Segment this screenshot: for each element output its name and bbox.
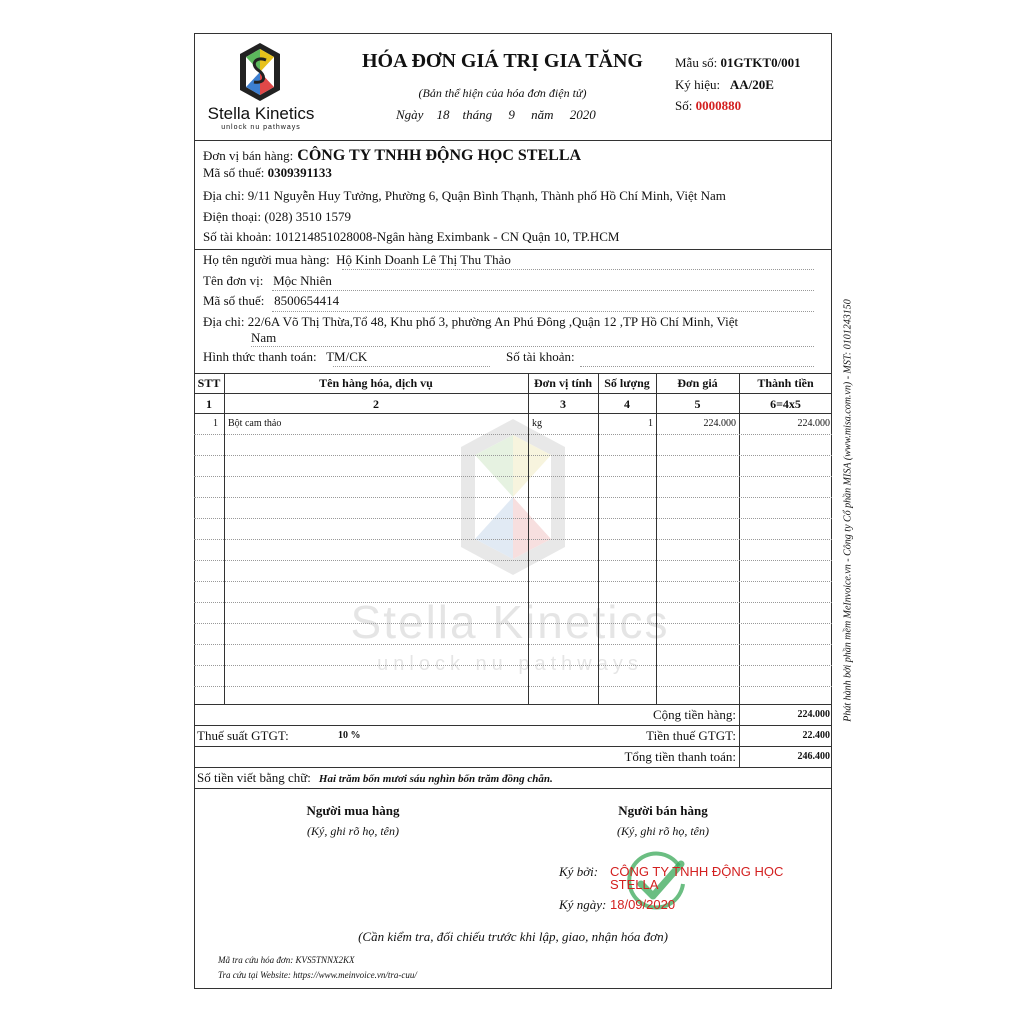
- buyer-tax: 8500654414: [274, 293, 340, 308]
- buyer-address-label: Địa chỉ:: [203, 314, 245, 329]
- watermark-tagline: unlock nu pathways: [377, 653, 643, 675]
- date-year: 2020: [569, 107, 596, 122]
- seller-tax: 0309391133: [267, 165, 332, 180]
- invoice-date: [396, 107, 596, 123]
- total-value: 246.400: [797, 751, 830, 762]
- seller-phone-label: Điện thoại:: [203, 209, 262, 224]
- buyer-account-label: Số tài khoản:: [506, 349, 575, 364]
- row-price: 224.000: [703, 418, 736, 429]
- invoice-number: [675, 98, 741, 114]
- stella-logo-icon: [238, 42, 282, 104]
- number-value: 0000880: [695, 98, 742, 113]
- row-unit: kg: [532, 418, 542, 429]
- buyer-sign-title: Người mua hàng: [306, 803, 400, 818]
- number-label: Số:: [675, 98, 693, 113]
- check-note: (Cần kiểm tra, đối chiếu trước khi lập, giao, nhận hóa đơn): [358, 929, 668, 944]
- dotted-line: [580, 366, 814, 367]
- dotted-line: [342, 269, 814, 270]
- table-number-line: [194, 413, 832, 414]
- words-label: Số tiền viết bằng chữ:: [197, 770, 311, 785]
- buyer-tax-row: [203, 293, 339, 309]
- seller-name-row: [203, 147, 581, 165]
- buyer-unit: Mộc Nhiên: [273, 273, 332, 288]
- seller-account-label: Số tài khoản:: [203, 229, 272, 244]
- seller-address-label: Địa chỉ:: [203, 188, 245, 203]
- col-number: 2: [373, 397, 379, 411]
- date-year-label: năm: [531, 107, 554, 122]
- row-qty: 1: [648, 418, 653, 429]
- seller-phone: (028) 3510 1579: [264, 209, 352, 224]
- signed-date: 18/09/2020: [610, 897, 676, 912]
- header-price: Đơn giá: [677, 376, 718, 390]
- buyer-sign-note: (Ký, ghi rõ họ, tên): [307, 824, 399, 838]
- buyer-unit-label: Tên đơn vị:: [203, 273, 264, 288]
- dotted-line: [251, 346, 814, 347]
- col-number: 4: [624, 397, 630, 411]
- row-amount: 224.000: [797, 418, 830, 429]
- dotted-line: [272, 290, 814, 291]
- buyer-name-label: Họ tên người mua hàng:: [203, 252, 330, 267]
- header-qty: Số lượng: [604, 376, 650, 390]
- seller-sign-note: (Ký, ghi rõ họ, tên): [617, 824, 709, 838]
- buyer-tax-label: Mã số thuế:: [203, 293, 265, 308]
- seller-account-row: [203, 229, 619, 245]
- watermark-logo-icon: [453, 415, 573, 605]
- watermark-text: Stella Kinetics: [350, 596, 670, 648]
- header-unit: Đơn vị tính: [534, 376, 592, 390]
- date-month-label: tháng: [462, 107, 493, 122]
- buyer-payment: TM/CK: [326, 349, 368, 364]
- buyer-payment-row: [203, 349, 367, 365]
- words-value: Hai trăm bốn mươi sáu nghìn bốn trăm đồng chẵn.: [318, 773, 553, 785]
- table-top-line: [194, 373, 832, 374]
- buyer-address-line1: 22/6A Võ Thị Thừa,Tổ 48, Khu phố 3, phường An Phú Đông ,Quận 12 ,TP Hồ Chí Minh, Việt: [247, 314, 739, 329]
- date-day-label: Ngày: [396, 107, 424, 122]
- col-number: 3: [560, 397, 566, 411]
- total-label: Tổng tiền thanh toán:: [624, 749, 736, 764]
- signed-by-line1: CÔNG TY TNHH ĐỘNG HỌC: [610, 864, 784, 879]
- date-day: 18: [436, 107, 450, 122]
- lookup-code-row: [218, 955, 354, 965]
- subtotal-value: 224.000: [797, 709, 830, 720]
- seller-address-row: [203, 188, 726, 204]
- form-number: [675, 55, 801, 71]
- seller-name-label: Đơn vị bán hàng:: [203, 148, 294, 163]
- form-value: 01GTKT0/001: [720, 55, 801, 70]
- table-bottom-line: [194, 704, 832, 705]
- vat-rate-value: 10 %: [338, 730, 361, 741]
- divider: [194, 140, 832, 141]
- row-stt: 1: [213, 418, 218, 429]
- buyer-address-row: [203, 314, 738, 330]
- form-label: Mẫu số:: [675, 55, 718, 70]
- date-month: 9: [508, 107, 515, 122]
- seller-sign-title: Người bán hàng: [618, 803, 708, 818]
- vat-label: Tiền thuế GTGT:: [646, 728, 736, 743]
- lookup-site-row: [218, 970, 417, 980]
- amount-in-words-row: [197, 769, 553, 787]
- col-number: 5: [694, 397, 701, 411]
- dotted-line: [272, 311, 814, 312]
- seller-phone-row: [203, 209, 351, 225]
- divider: [194, 249, 832, 250]
- header-amount: Thành tiền: [757, 376, 814, 390]
- col-number: 1: [206, 397, 212, 411]
- brand-name: Stella Kinetics: [207, 104, 315, 123]
- seller-account: 101214851028008-Ngân hàng Eximbank - CN Quận 10, TP.HCM: [274, 229, 620, 244]
- totals-line: [194, 788, 832, 789]
- dotted-line: [333, 366, 490, 367]
- totals-line: [194, 767, 832, 768]
- totals-line: [194, 746, 832, 747]
- header-stt: STT: [197, 376, 221, 390]
- signed-date-label: Ký ngày:: [559, 897, 607, 912]
- seller-tax-row: [203, 165, 332, 181]
- side-note: Phát hành bởi phần mềm MeInvoice.vn - Công ty Cổ phần MISA (www.misa.com.vn) - MST: 0101243150: [842, 299, 854, 722]
- subtotal-label: Cộng tiền hàng:: [652, 707, 736, 722]
- header-name: Tên hàng hóa, dịch vụ: [319, 376, 433, 390]
- vat-value: 22.400: [802, 730, 830, 741]
- buyer-unit-row: [203, 273, 332, 289]
- watermark: [320, 415, 700, 695]
- buyer-name-row: [203, 252, 511, 268]
- totals-line: [194, 725, 832, 726]
- signed-by-label: Ký bởi:: [559, 864, 599, 879]
- brand-tagline: unlock nu pathways: [221, 124, 301, 131]
- buyer-payment-label: Hình thức thanh toán:: [203, 349, 317, 364]
- buyer-name: Hộ Kinh Doanh Lê Thị Thu Thảo: [336, 252, 511, 267]
- lookup-code-label: Mã tra cứu hóa đơn:: [218, 955, 294, 965]
- seller-address: 9/11 Nguyễn Huy Tưởng, Phường 6, Quận Bình Thạnh, Thành phố Hồ Chí Minh, Việt Nam: [247, 188, 726, 203]
- seller-name: CÔNG TY TNHH ĐỘNG HỌC STELLA: [297, 147, 582, 164]
- row-name: Bột cam thảo: [228, 418, 282, 429]
- lookup-site-label: Tra cứu tại Website:: [218, 970, 291, 980]
- table-header-line: [194, 393, 832, 394]
- lookup-code: KVS5TNNX2KX: [295, 955, 355, 965]
- vat-rate-label: Thuế suất GTGT:: [197, 728, 289, 743]
- seller-tax-label: Mã số thuế:: [203, 165, 265, 180]
- signed-by-line2: STELLA: [610, 877, 659, 892]
- invoice-subtitle: (Bản thể hiện của hóa đơn điện tử): [418, 86, 587, 100]
- buyer-address-line2: Nam: [251, 330, 277, 345]
- symbol-label: Ký hiệu:: [675, 77, 721, 92]
- lookup-site: https://www.meinvoice.vn/tra-cuu/: [293, 970, 417, 980]
- invoice-title: HÓA ĐƠN GIÁ TRỊ GIA TĂNG: [362, 50, 643, 72]
- col-number: 6=4x5: [770, 397, 801, 411]
- symbol: [675, 77, 774, 93]
- symbol-value: AA/20E: [729, 77, 774, 92]
